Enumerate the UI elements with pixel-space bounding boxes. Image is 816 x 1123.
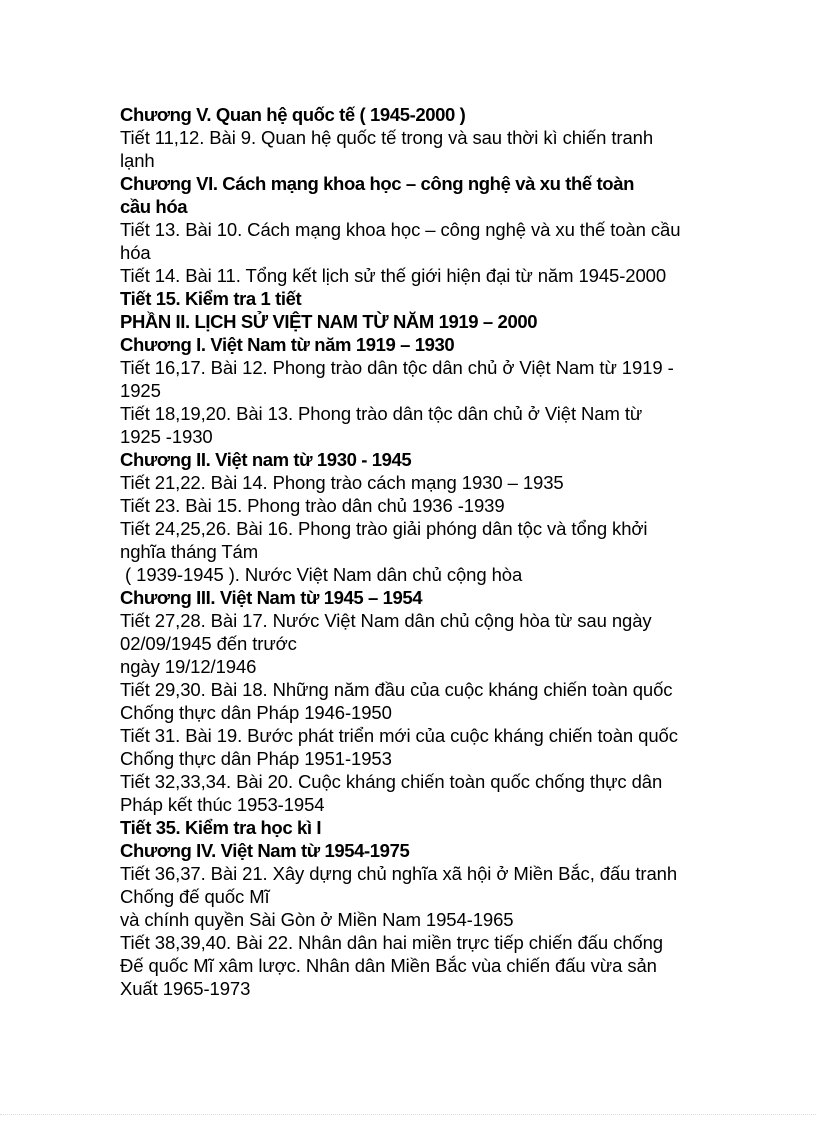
lesson-line: 1925 [120,380,161,401]
section-heading: Chương VI. Cách mạng khoa học – công nghệ và xu thế toàn [120,173,634,194]
lesson-line: Tiết 31. Bài 19. Bước phát triển mới của cuộc kháng chiến toàn quốc [120,725,678,746]
section-heading: PHẦN II. LỊCH SỬ VIỆT NAM TỪ NĂM 1919 – 2000 [120,311,538,332]
lesson-line: hóa [120,242,151,263]
lesson-line: Tiết 14. Bài 11. Tổng kết lịch sử thế giới hiện đại từ năm 1945-2000 [120,265,667,286]
section-heading: Chương II. Việt nam từ 1930 - 1945 [120,449,412,470]
document-body [120,103,710,1000]
lesson-line: 02/09/1945 đến trước [120,633,297,654]
lesson-line: Chống thực dân Pháp 1946-1950 [120,702,392,723]
section-heading: cầu hóa [120,196,188,217]
lesson-line: Tiết 23. Bài 15. Phong trào dân chủ 1936 -1939 [120,495,505,516]
lesson-line: Tiết 11,12. Bài 9. Quan hệ quốc tế trong và sau thời kì chiến tranh [120,127,654,148]
section-heading: Chương IV. Việt Nam từ 1954-1975 [120,840,410,861]
lesson-line: ngày 19/12/1946 [120,656,257,677]
lesson-line: Tiết 21,22. Bài 14. Phong trào cách mạng 1930 – 1935 [120,472,564,493]
lesson-line: Tiết 24,25,26. Bài 16. Phong trào giải phóng dân tộc và tổng khởi [120,518,648,539]
lesson-line: Tiết 29,30. Bài 18. Những năm đầu của cuộc kháng chiến toàn quốc [120,679,673,700]
section-heading: Chương III. Việt Nam từ 1945 – 1954 [120,587,423,608]
lesson-line: Tiết 36,37. Bài 21. Xây dựng chủ nghĩa xã hội ở Miền Bắc, đấu tranh [120,863,678,884]
page-bottom-divider [0,1114,816,1115]
lesson-line: Tiết 16,17. Bài 12. Phong trào dân tộc dân chủ ở Việt Nam từ 1919 - [120,357,674,378]
lesson-line: Chống đế quốc Mĩ [120,886,270,907]
lesson-line: Tiết 27,28. Bài 17. Nước Việt Nam dân chủ cộng hòa từ sau ngày [120,610,652,631]
section-heading: Chương I. Việt Nam từ năm 1919 – 1930 [120,334,455,355]
lesson-line: ( 1939-1945 ). Nước Việt Nam dân chủ cộng hòa [120,564,523,585]
lesson-line: Đế quốc Mĩ xâm lược. Nhân dân Miền Bắc vùa chiến đấu vừa sản [120,955,657,976]
lesson-line: Tiết 18,19,20. Bài 13. Phong trào dân tộc dân chủ ở Việt Nam từ [120,403,643,424]
lesson-line: Chống thực dân Pháp 1951-1953 [120,748,392,769]
lesson-line: 1925 -1930 [120,426,213,447]
lesson-line: Pháp kết thúc 1953-1954 [120,794,325,815]
lesson-line: Xuất 1965-1973 [120,978,251,999]
section-heading: Tiết 35. Kiểm tra học kì I [120,817,322,838]
section-heading: Chương V. Quan hệ quốc tế ( 1945-2000 ) [120,104,466,125]
section-heading: Tiết 15. Kiểm tra 1 tiết [120,288,302,309]
lesson-line: lạnh [120,150,155,171]
lesson-line: nghĩa tháng Tám [120,541,259,562]
lesson-line: và chính quyền Sài Gòn ở Miền Nam 1954-1965 [120,909,514,930]
lesson-line: Tiết 13. Bài 10. Cách mạng khoa học – công nghệ và xu thế toàn cầu [120,219,681,240]
lesson-line: Tiết 38,39,40. Bài 22. Nhân dân hai miền trực tiếp chiến đấu chống [120,932,663,953]
lesson-line: Tiết 32,33,34. Bài 20. Cuộc kháng chiến toàn quốc chống thực dân [120,771,663,792]
